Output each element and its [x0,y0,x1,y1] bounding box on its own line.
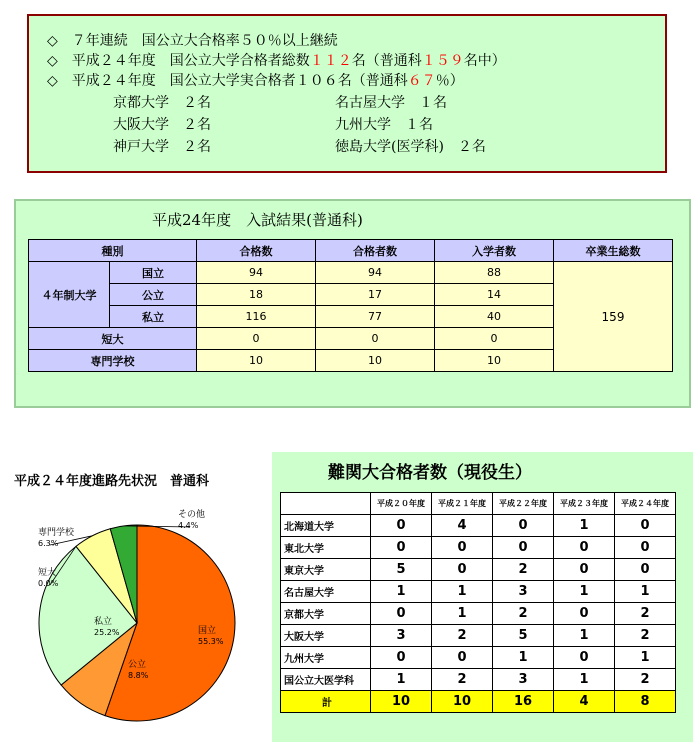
highlight-line-2 [47,50,506,70]
pie-slice-name: その他 [178,510,206,520]
pass-count: 0 [615,559,676,581]
pass-count: 0 [371,647,432,669]
cell-passers: 77 [316,306,435,328]
pass-count: 1 [493,647,554,669]
university-name: 大阪大学 [281,625,371,647]
pass-count: 0 [432,537,493,559]
pass-count: 0 [371,603,432,625]
row-label: 専門学校 [29,350,197,372]
pass-count: 0 [432,559,493,581]
highlight-total-passers: １１２ [309,53,352,69]
cell-enrolled: 0 [435,328,554,350]
pass-count: 5 [371,559,432,581]
highlight-line-1: ◇ ７年連続 国公立大合格率５０％以上継続 [47,33,338,49]
pass-count: 1 [554,625,615,647]
nankan-row [281,537,676,559]
row-label: 私立 [110,306,197,328]
pass-count: 3 [371,625,432,647]
pass-count: 2 [615,669,676,691]
pass-count: 0 [615,515,676,537]
nankan-row [281,647,676,669]
highlight-line-2-text: ◇ 平成２４年度 国公立大学合格者総数 [47,53,310,69]
pie-slice-name: 短大 [38,568,57,578]
pass-count: 3 [493,581,554,603]
cell-pass: 18 [197,284,316,306]
pass-count: 0 [371,537,432,559]
pie-slice-label: 25.2% [94,628,120,637]
nankan-corner [281,493,371,515]
header-enrolled: 入学者数 [435,240,554,262]
university-item: 京都大学 ２名 [113,95,211,111]
pass-count: 0 [554,559,615,581]
group-label: ４年制大学 [29,262,110,328]
nankan-row [281,625,676,647]
highlight-box [27,14,667,173]
year-header: 平成２２年度 [493,493,554,515]
pass-count: 1 [554,581,615,603]
row-label: 国立 [110,262,197,284]
row-label: 公立 [110,284,197,306]
pass-count: 2 [432,625,493,647]
row-label: 短大 [29,328,197,350]
cell-passers: 17 [316,284,435,306]
university-name: 京都大学 [281,603,371,625]
cell-passers: 94 [316,262,435,284]
header-graduates: 卒業生総数 [554,240,673,262]
total-value: 8 [615,691,676,713]
total-value: 16 [493,691,554,713]
cell-enrolled: 14 [435,284,554,306]
pass-count: 1 [615,581,676,603]
header-pass: 合格数 [197,240,316,262]
cell-enrolled: 88 [435,262,554,284]
year-header: 平成２３年度 [554,493,615,515]
nankan-row [281,581,676,603]
pass-count: 5 [493,625,554,647]
pie-slice-label: 6.3% [38,539,59,548]
pie-slice-name: 私立 [94,617,113,627]
total-value: 10 [432,691,493,713]
pass-count: 2 [493,603,554,625]
header-passers: 合格者数 [316,240,435,262]
pie-slice-name: 専門学校 [38,528,75,538]
university-item: 大阪大学 ２名 [113,117,211,133]
total-value: 4 [554,691,615,713]
cell-pass: 116 [197,306,316,328]
highlight-line-2-text: 名中） [463,53,506,69]
university-item: 九州大学 １名 [335,117,433,133]
pass-count: 4 [432,515,493,537]
pass-count: 2 [493,559,554,581]
pass-count: 0 [554,647,615,669]
total-label: 計 [281,691,371,713]
pie-title: 平成２４年度進路先状況 普通科 [14,474,210,489]
year-header: 平成２４年度 [615,493,676,515]
cell-enrolled: 10 [435,350,554,372]
results-title: 平成24年度 入試結果(普通科) [152,211,363,229]
pass-count: 0 [554,603,615,625]
nankan-row [281,669,676,691]
pass-count: 0 [615,537,676,559]
cell-enrolled: 40 [435,306,554,328]
nankan-total-row [281,691,676,713]
highlight-percent: ６７ [407,73,436,89]
nankan-title: 難関大合格者数（現役生） [328,463,532,483]
nankan-row [281,559,676,581]
pass-count: 1 [615,647,676,669]
pass-count: 0 [432,647,493,669]
highlight-line-3 [47,70,464,90]
university-item: 神戸大学 ２名 [113,139,211,155]
pass-count: 1 [371,581,432,603]
pass-count: 2 [615,603,676,625]
university-name: 東北大学 [281,537,371,559]
cell-pass: 10 [197,350,316,372]
pass-count: 0 [493,515,554,537]
pie-slice-label: 55.3% [198,637,224,646]
pass-count: 0 [554,537,615,559]
pass-count: 1 [554,515,615,537]
nankan-row [281,515,676,537]
pass-count: 1 [432,603,493,625]
nankan-table [280,492,676,713]
pie-slice-name: 国立 [198,626,217,636]
header-type: 種別 [29,240,197,262]
cell-passers: 0 [316,328,435,350]
nankan-panel [272,452,693,742]
highlight-line-2-text: 名（普通科 [351,53,422,69]
highlight-line-3-text: ％） [435,73,464,89]
university-item: 名古屋大学 １名 [335,95,447,111]
nankan-row [281,603,676,625]
cell-graduates: 159 [554,262,673,372]
highlight-line-3-text: ◇ 平成２４年度 国公立大学実合格者１０６名（普通科 [47,73,408,89]
pie-chart [20,500,270,725]
pie-slice-label: 0.0% [38,579,59,588]
university-name: 北海道大学 [281,515,371,537]
cell-pass: 0 [197,328,316,350]
university-name: 九州大学 [281,647,371,669]
pie-slice-label: 4.4% [178,521,199,530]
pass-count: 1 [432,581,493,603]
pass-count: 0 [371,515,432,537]
university-name: 東京大学 [281,559,371,581]
pass-count: 1 [554,669,615,691]
results-table [28,239,673,372]
pass-count: 3 [493,669,554,691]
results-panel [14,199,691,408]
pass-count: 2 [432,669,493,691]
total-value: 10 [371,691,432,713]
cell-passers: 10 [316,350,435,372]
highlight-general-count: １５９ [421,53,464,69]
year-header: 平成２１年度 [432,493,493,515]
pass-count: 0 [493,537,554,559]
pie-slice-name: 公立 [128,660,147,670]
university-item: 徳島大学(医学科) ２名 [335,139,486,155]
pass-count: 1 [371,669,432,691]
cell-pass: 94 [197,262,316,284]
year-header: 平成２０年度 [371,493,432,515]
pie-slice-label: 8.8% [128,671,149,680]
university-name: 国公立大医学科 [281,669,371,691]
pass-count: 2 [615,625,676,647]
university-name: 名古屋大学 [281,581,371,603]
